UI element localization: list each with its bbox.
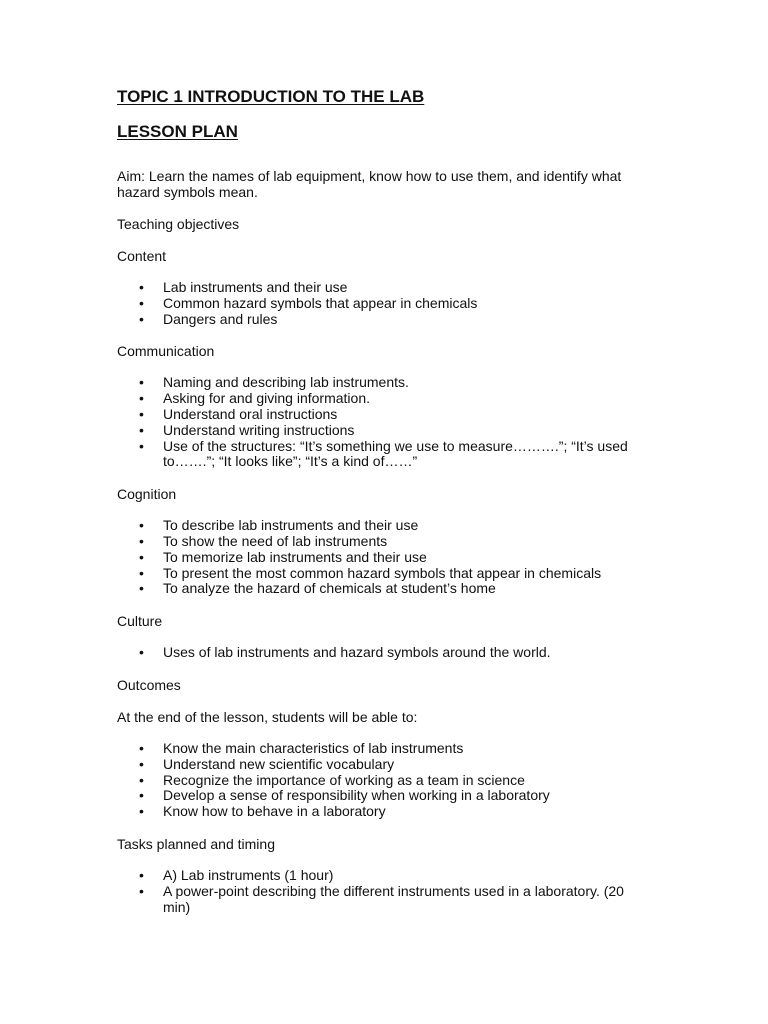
list-item: • A power-point describing the different instruments used in a laboratory. (20 min) [117,884,647,916]
topic-title: TOPIC 1 INTRODUCTION TO THE LAB [117,87,425,106]
tasks-heading: Tasks planned and timing [117,835,275,852]
list-item: • Lab instruments and their use [117,280,647,296]
outcomes-heading: Outcomes [117,676,181,693]
communication-list [117,375,647,470]
list-item: • To analyze the hazard of chemicals at student’s home [117,581,647,597]
aim-paragraph: Aim: Learn the names of lab equipment, know how to use them, and identify what hazard symbols mean. [117,168,622,200]
culture-heading: Culture [117,613,163,630]
list-item: • Naming and describing lab instruments. [117,375,647,391]
lesson-plan-title: LESSON PLAN [117,122,238,141]
list-item: • Understand new scientific vocabulary [117,757,647,773]
list-item: • Know the main characteristics of lab instruments [117,741,647,757]
list-item: • Understand writing instructions [117,423,647,439]
list-item: • Common hazard symbols that appear in chemicals [117,296,647,312]
culture-list [117,645,647,661]
list-item: • Dangers and rules [117,312,647,328]
list-item: • Use of the structures: “It’s something we use to measure……….”; “It’s used to…….”; “It looks like”; “It’s a kind of……” [117,439,647,471]
list-item: • To show the need of lab instruments [117,534,647,550]
list-item: • Understand oral instructions [117,407,647,423]
outcomes-list [117,741,647,820]
list-item: • To present the most common hazard symbols that appear in chemicals [117,566,647,582]
cognition-list [117,518,647,597]
outcomes-intro: At the end of the lesson, students will be able to: [117,708,418,725]
content-list [117,280,647,327]
list-item: • Uses of lab instruments and hazard symbols around the world. [117,645,647,661]
cognition-heading: Cognition [117,486,177,503]
document-body [117,86,647,931]
communication-heading: Communication [117,343,215,360]
list-item: • Recognize the importance of working as a team in science [117,773,647,789]
list-item: • Asking for and giving information. [117,391,647,407]
tasks-list [117,868,647,915]
content-heading: Content [117,248,167,264]
list-item: • Develop a sense of responsibility when working in a laboratory [117,788,647,804]
list-item: • To describe lab instruments and their use [117,518,647,534]
teaching-objectives-heading: Teaching objectives [117,216,240,232]
list-item: • To memorize lab instruments and their use [117,550,647,566]
list-item: • Know how to behave in a laboratory [117,804,647,820]
list-item: • A) Lab instruments (1 hour) [117,868,647,884]
